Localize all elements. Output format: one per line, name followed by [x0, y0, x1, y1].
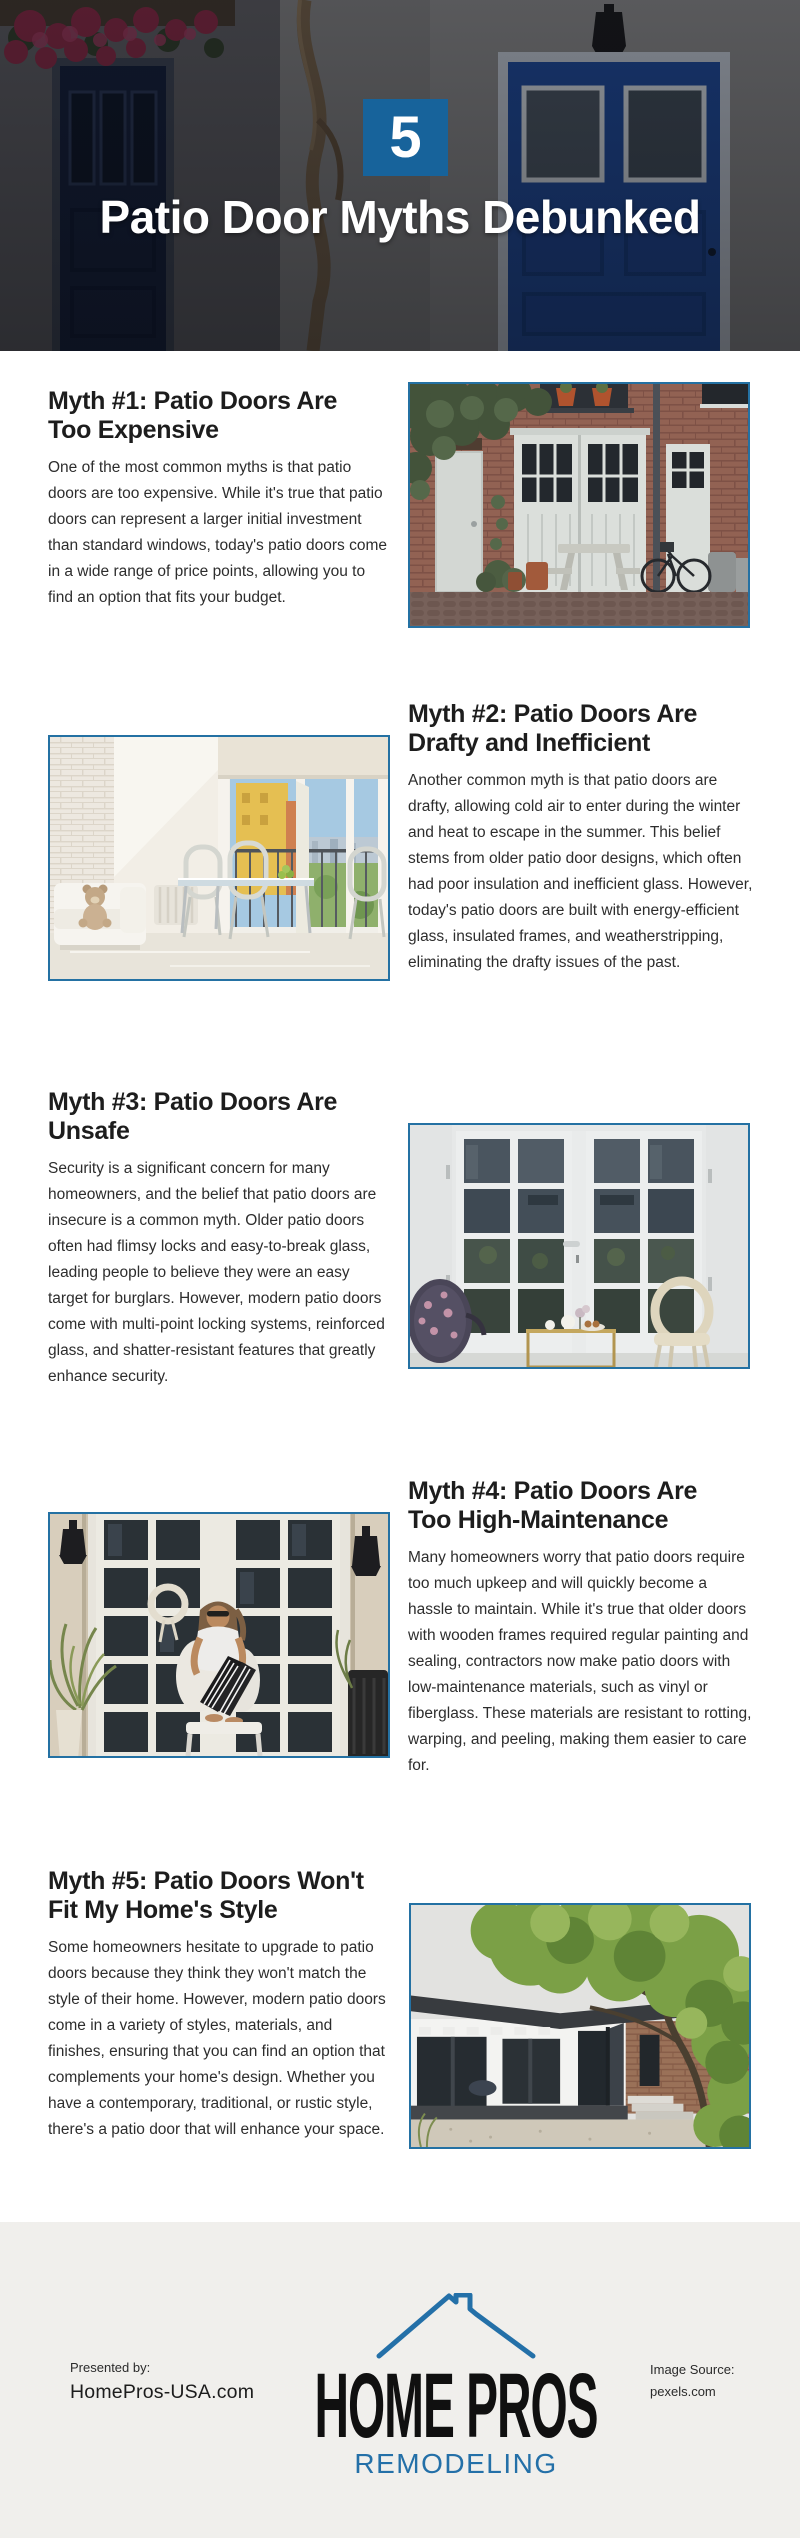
heading-line: Too High-Maintenance — [408, 1506, 669, 1534]
myth-2-heading — [408, 700, 753, 758]
myth-5-text — [48, 1867, 393, 2143]
logo-subtitle: REMODELING — [354, 2448, 558, 2479]
myth-3-text — [48, 1088, 393, 1390]
footer — [0, 2222, 800, 2538]
heading-line: Too Expensive — [48, 416, 219, 444]
white-french-doors-photo — [408, 1123, 750, 1369]
heading-line: Unsafe — [48, 1117, 130, 1145]
hero-header — [0, 0, 800, 351]
heading-line: Fit My Home's Style — [48, 1896, 278, 1924]
image-source-label: Image Source: — [650, 2362, 735, 2377]
bright-interior-balcony-photo — [48, 735, 390, 981]
myth-1-body: One of the most common myths is that patio doors are too expensive. While it's true that patio doors can represent a larger initial investment than standard windows, today's patio doors come in a wide range of price points, allowing you to find an option that fits your budget. — [48, 459, 387, 606]
myth-1-text — [48, 387, 393, 611]
myth-1-heading — [48, 387, 393, 445]
myth-4-heading — [408, 1477, 753, 1535]
presented-by-block — [70, 2360, 254, 2404]
heading-line: Myth #2: Patio Doors Are — [408, 700, 698, 728]
myth-4-body: Many homeowners worry that patio doors require too much upkeep and will quickly become a hassle to maintain. While it's true that older doors with wooden frames required regular painting and sealing, contractors now make patio doors with low-maintenance materials, such as vinyl or fiberglass. These materials are resistant to rotting, warping, and peeling, making them easier to care for. — [408, 1549, 752, 1774]
number-badge: 5 — [363, 99, 448, 176]
image-source-block — [650, 2362, 735, 2399]
page-title: Patio Door Myths Debunked — [99, 191, 701, 243]
myth-2-text — [408, 700, 753, 976]
woman-in-front-of-patio-doors-photo — [48, 1512, 390, 1758]
presented-by-value: HomePros-USA.com — [70, 2381, 255, 2403]
myth-5-body: Some homeowners hesitate to upgrade to patio doors because they think they won't match the style of their home. However, modern patio doors come in a variety of styles, materials, and finishes, ensuring that you can find an option that complements your home's design. Whether you have a contemporary, traditional, or rustic style, there's a patio door that will enhance your space. — [48, 1939, 386, 2138]
brick-courtyard-white-doors-photo — [408, 382, 750, 628]
modern-house-exterior-photo — [409, 1903, 751, 2149]
image-source-value: pexels.com — [650, 2384, 716, 2399]
myth-3-body: Security is a significant concern for many homeowners, and the belief that patio doors are insecure is a common myth. Older patio doors often had flimsy locks and easy-to-break glass, leading people to believe they were an easy target for burglars. However, modern patio doors come with multi-point locking systems, reinforced glass, and shatter-resistant features that greatly enhance security. — [48, 1160, 385, 1385]
presented-by-label: Presented by: — [70, 2360, 151, 2375]
myth-5-heading — [48, 1867, 393, 1925]
house-roof-chimney-icon — [376, 2293, 536, 2359]
myth-4-text — [408, 1477, 753, 1779]
myth-2-body: Another common myth is that patio doors are drafty, allowing cold air to enter during the winter and heat to escape in the summer. This belief stems from older patio door designs, which often had poor insulation and inefficient glass. However, today's patio doors are built with energy-efficient glass, insulated frames, and weatherstripping, eliminating the drafty issues of the past. — [408, 772, 753, 971]
heading-line: Myth #4: Patio Doors Are — [408, 1477, 698, 1505]
heading-line: Drafty and Inefficient — [408, 729, 651, 757]
heading-line: Myth #5: Patio Doors Won't — [48, 1867, 364, 1895]
heading-line: Myth #1: Patio Doors Are — [48, 387, 338, 415]
logo-title: HOME PROS — [314, 2355, 598, 2457]
heading-line: Myth #3: Patio Doors Are — [48, 1088, 338, 1116]
myth-3-heading — [48, 1088, 393, 1146]
